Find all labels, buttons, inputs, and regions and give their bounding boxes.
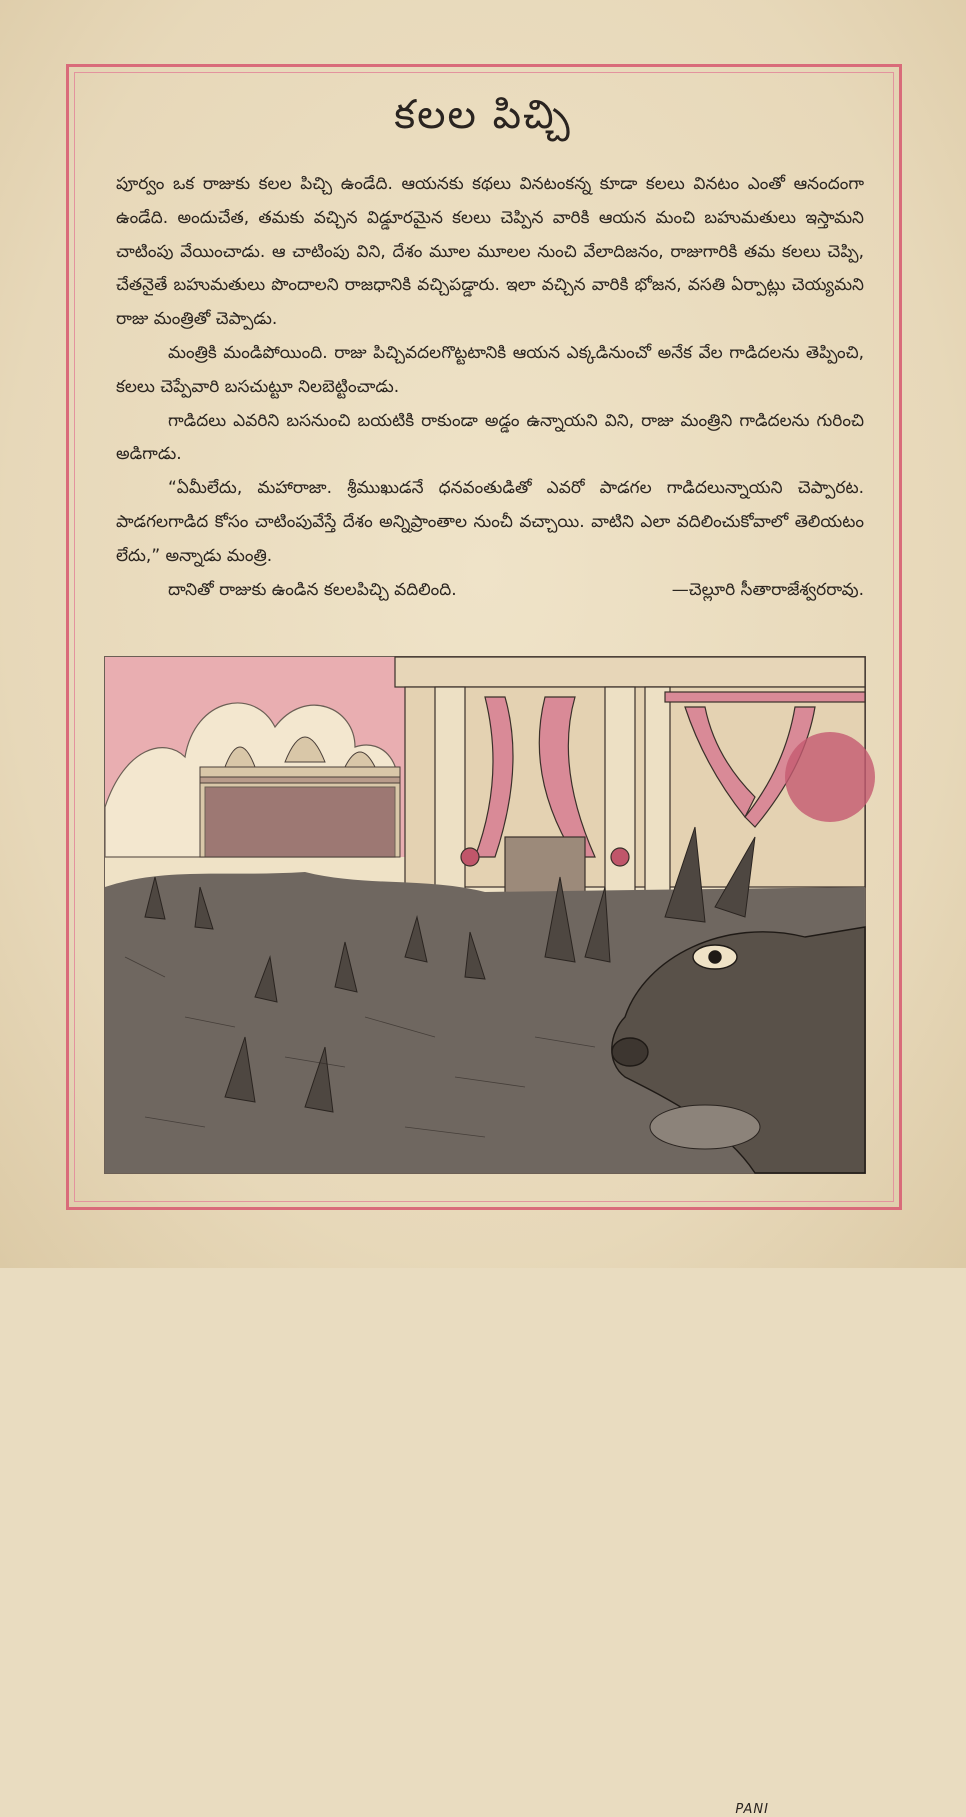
story-paragraph: మంత్రికి మండిపోయింది. రాజు పిచ్చివదలగొట్టటానికి ఆయన ఎక్కడినుంచో అనేక వేల గాడిదలను తెప్పించి, కలలు చెప్పేవారి బసచుట్టూ నిలబెట్టించాడు.: [116, 342, 864, 397]
story-illustration: [104, 656, 866, 1817]
story-title: కలల పిచ్చి: [394, 92, 572, 138]
author-credit: —చెల్లూరి సీతారాజేశ్వరరావు.: [671, 579, 864, 600]
story-paragraph: పూర్వం ఒక రాజుకు కలల పిచ్చి ఉండేది. ఆయనకు కథలు వినటంకన్న కూడా కలలు వినటం ఎంతో ఆనందంగా ఉండేది. అందుచేత, తమకు వచ్చిన విడ్డూరమైన కలలు చెప్పిన వారికి ఆయన మంచి బహుమతులు ఇస్తామని చాటింపు వేయించాడు. ఆ చాటింపు విని, దేశం మూల మూలల నుంచి వేలాదిజనం, రాజుగారికి తమ కలలు చెప్పి, చేతనైతే బహుమతులు పొందాలని రాజధానికి వచ్చిపడ్డారు. ఇలా వచ్చిన వారికి భోజన, వసతి ఏర్పాట్లు చెయ్యమని రాజు మంత్రితో చెప్పాడు.: [116, 174, 864, 330]
story-paragraph: గాడిదలు ఎవరిని బసనుంచి బయటికి రాకుండా అడ్డం ఉన్నాయని విని, రాజు మంత్రిని గాడిదలను గురించి అడిగాడు.: [116, 410, 864, 465]
small-donkey: [650, 1105, 760, 1149]
closing-row: [116, 574, 864, 608]
artist-signature: PANI: [735, 1802, 769, 1817]
illustration-drawing: [105, 657, 865, 1173]
pink-tree: [785, 732, 875, 822]
story-body: [116, 168, 864, 607]
story-paragraph: “ఏమీలేదు, మహారాజా. శ్రీముఖుడనే ధనవంతుడితో ఎవరో పాడగల గాడిదలున్నాయని చెప్పారట. పాడగలగాడిద కోసం చాటింపువేస్తే దేశం అన్నిప్రాంతాల నుంచీ వచ్చాయి. వాటిని ఎలా వదిలించుకోవాలో తెలియటం లేదు,” అన్నాడు మంత్రి.: [116, 478, 864, 566]
closing-line: దానితో రాజుకు ఉండిన కలలపిచ్చి వదిలింది.: [168, 579, 457, 600]
